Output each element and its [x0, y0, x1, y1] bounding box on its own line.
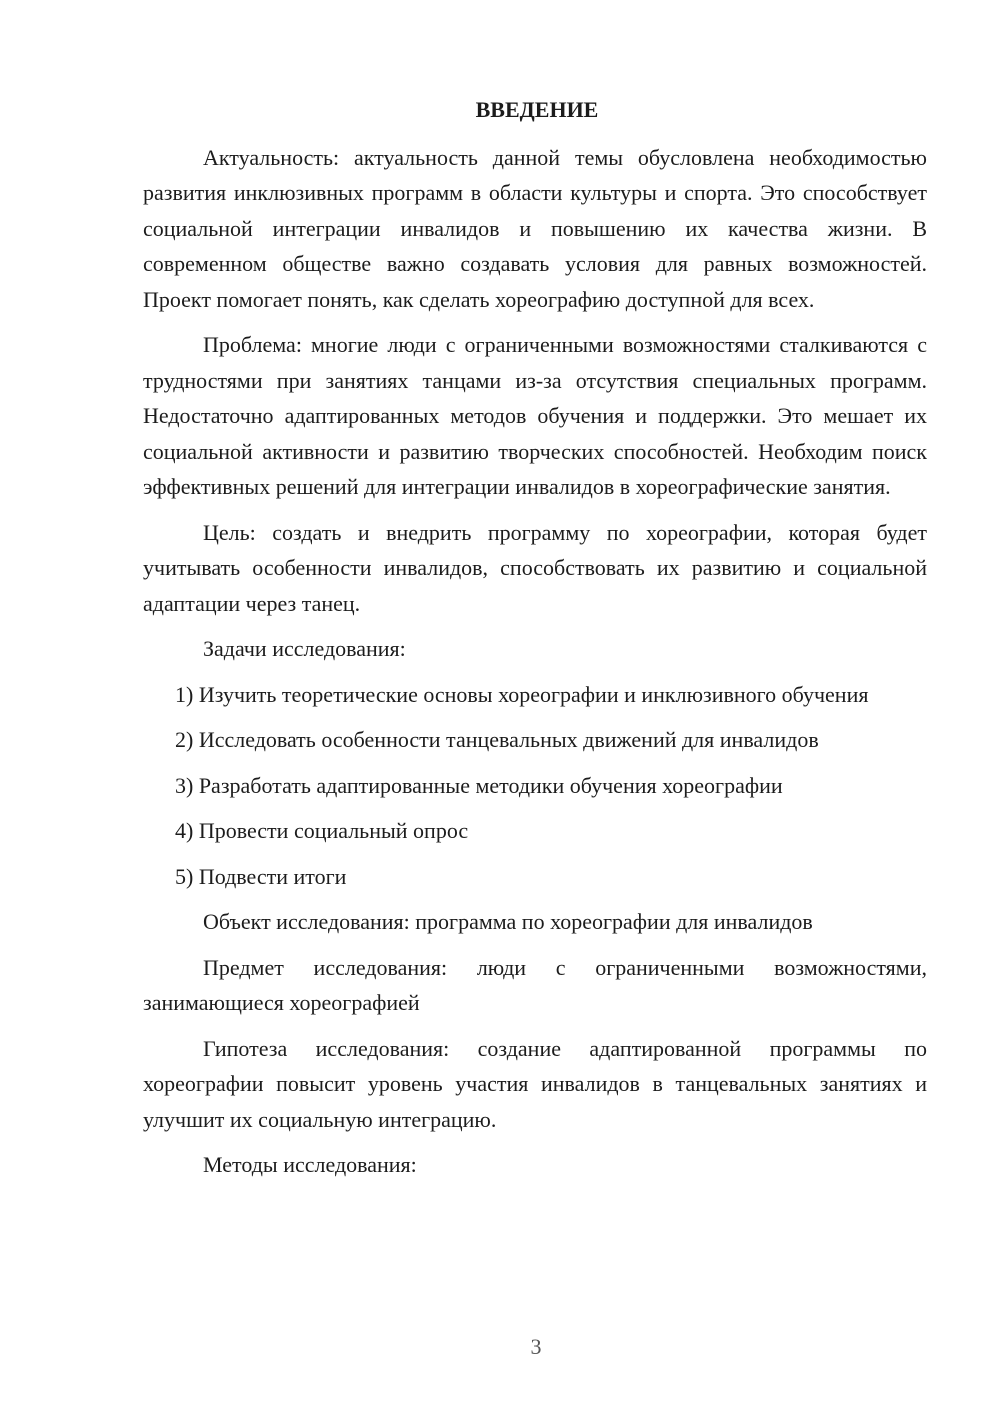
relevance-paragraph: Актуальность: актуальность данной темы обусловлена необходимостью развития инклюзивных программ в области культуры и спорта. Это способствует социальной интеграции инвалидов и повышению их качества жизни. В современном обществе важно создавать условия для равных возможностей. Проект помогает понять, как сделать хореографию доступной для всех.	[143, 144, 927, 312]
task-item: 2) Исследовать особенности танцевальных движений для инвалидов	[175, 727, 819, 752]
subject-paragraph: Предмет исследования: люди с ограниченными возможностями, занимающиеся хореографией	[143, 954, 927, 1015]
hypothesis-paragraph: Гипотеза исследования: создание адаптированной программы по хореографии повысит уровень участия инвалидов в танцевальных занятиях и улучшит их социальную интеграцию.	[143, 1035, 927, 1132]
tasks-heading: Задачи исследования:	[203, 636, 406, 661]
object-paragraph: Объект исследования: программа по хореографии для инвалидов	[203, 909, 813, 934]
task-item: 5) Подвести итоги	[175, 863, 347, 889]
task-item: 4) Провести социальный опрос	[175, 818, 469, 843]
methods-heading: Методы исследования:	[203, 1152, 417, 1177]
page-number: 3	[530, 1334, 542, 1359]
section-heading: ВВЕДЕНИЕ	[475, 97, 599, 122]
task-item: 1) Изучить теоретические основы хореографии и инклюзивного обучения	[175, 681, 869, 707]
task-item: 3) Разработать адаптированные методики обучения хореографии	[175, 772, 783, 798]
page-content	[143, 92, 927, 1193]
problem-paragraph: Проблема: многие люди с ограниченными возможностями сталкиваются с трудностями при занятиях танцами из-за отсутствия специальных программ. Недостаточно адаптированных методов обучения и поддержки. Это мешает их социальной активности и развитию творческих способностей. Необходим поиск эффективных решений для интеграции инвалидов в хореографические занятия.	[143, 332, 927, 499]
goal-paragraph: Цель: создать и внедрить программу по хореографии, которая будет учитывать особенности инвалидов, способствовать их развитию и социальной адаптации через танец.	[143, 519, 927, 616]
